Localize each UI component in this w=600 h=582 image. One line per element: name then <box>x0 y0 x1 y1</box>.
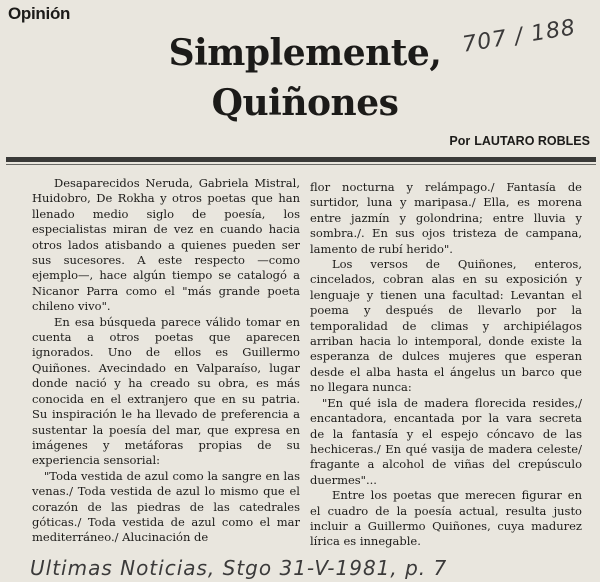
poem-quote: "Toda vestida de azul como la sangre en las venas./ Toda vestida de azul lo mismo que el corazón de las piedras de las catedrales góticas./ Toda vestida de azul como el mar mediterráneo./ Alucinación de <box>32 468 300 545</box>
header-divider-thick <box>6 157 596 162</box>
byline-prefix: Por <box>449 134 471 148</box>
article-column-left <box>32 176 300 546</box>
handwritten-reference-note: 707 / 188 <box>460 15 578 58</box>
article-column-right <box>310 180 582 550</box>
poem-quote-continued: flor nocturna y relámpago./ Fantasía de surtidor, luna y maripasa./ Ella, es morena entre jazmín y golondrina; entre lluvia y sombra./. En sus ojos tristeza de campana, lamento de rubí herido". <box>310 180 582 256</box>
header-divider-thin <box>6 164 596 165</box>
byline <box>449 134 590 148</box>
paragraph: Desaparecidos Neruda, Gabriela Mistral, Huidobro, De Rokha y otros poetas que han llenado medio siglo de poesía, los especialistas miran de vez en cuando hacia otros lados atisbando a quienes pueden ser sus sucesores. A este respecto —como ejemplo—, hace algún tiempo se catalogó a Nicanor Parra como el "más grande poeta chileno vivo". <box>32 176 300 314</box>
paragraph: Los versos de Quiñones, enteros, cincelados, cobran alas en su exposición y lenguaje y tienen una facultad: Levantan el poema y después de llevarlo por la temporalidad de climas y archipiélagos arriban hacia lo intemporal, donde existe la esperanza de dulces mujeres que esperan desde el alba hasta el ángelus un barco que no llegara nunca: <box>310 257 582 395</box>
title-line-2: Quiñones <box>211 82 399 124</box>
handwritten-source-note: Ultimas Noticias, Stgo 31-V-1981, p. 7 <box>30 556 448 580</box>
poem-quote: "En qué isla de madera florecida resides,/ encantadora, encantada por la vara secreta de la fantasía y el espejo cóncavo de las hechiceras./ En qué vasija de madera celeste/ fragante a alcohol de viñas del crepúsculo duermes"... <box>310 395 582 487</box>
paragraph: En esa búsqueda parece válido tomar en cuenta a otros poetas que aparecen ignorados. Uno de ellos es Guillermo Quiñones. Avecindado en Valparaíso, lugar donde nació y ha creado su obra, es más conocida en el extranjero que en su patria. Su inspiración le ha llevado de preferencia a sustentar la poesía del mar, que expresa en imágenes y metáforas propias de su experiencia sensorial: <box>32 314 300 468</box>
section-label: Opinión <box>8 4 71 23</box>
article-title <box>140 28 470 128</box>
paragraph: Entre los poetas que merecen figurar en el cuadro de la poesía actual, resulta justo incluir a Guillermo Quiñones, cuya madurez lírica es innegable. <box>310 488 582 549</box>
title-line-1: Simplemente, <box>168 32 442 74</box>
byline-author: LAUTARO ROBLES <box>474 134 590 148</box>
